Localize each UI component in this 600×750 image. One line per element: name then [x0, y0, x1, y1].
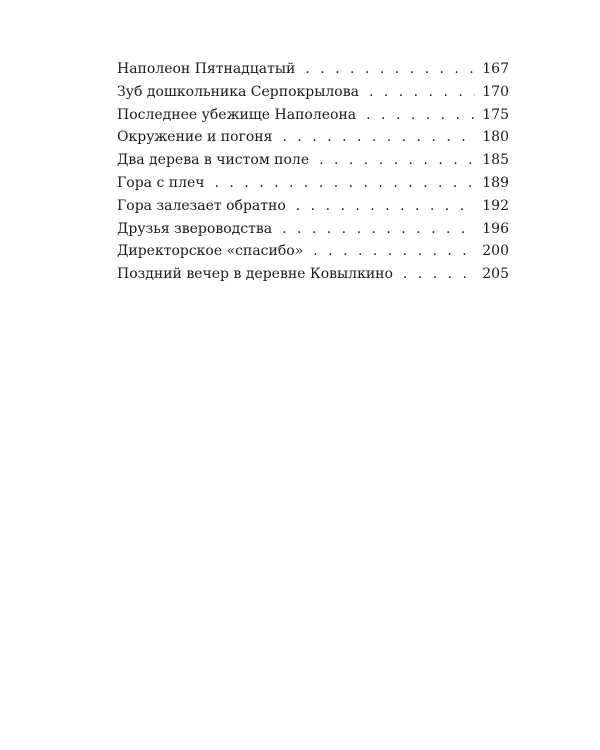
toc-entry — [117, 104, 509, 127]
toc-entry-page: 170 — [482, 83, 509, 100]
toc-entry — [117, 81, 509, 104]
toc-entry-title: Зуб дошкольника Серпокрылова — [117, 83, 359, 100]
dot-leader — [369, 81, 475, 104]
toc-entry-title: Поздний вечер в деревне Ковылкино — [117, 266, 393, 283]
dot-leader — [313, 240, 475, 263]
toc-entry-page: 180 — [482, 129, 509, 146]
dot-leader — [319, 149, 475, 172]
toc-entry-page: 189 — [482, 174, 509, 191]
toc-entry-page: 192 — [482, 197, 509, 214]
dot-leader — [282, 126, 475, 149]
toc-entry — [117, 218, 509, 241]
toc-entry — [117, 58, 509, 81]
toc-entry — [117, 126, 509, 149]
toc-entry-title: Директорское «спасибо» — [117, 243, 304, 260]
dot-leader — [215, 172, 475, 195]
toc-entry-title: Последнее убежище Наполеона — [117, 106, 357, 123]
toc-entry-page: 175 — [482, 106, 509, 123]
dot-leader — [282, 218, 475, 241]
toc-entry-title: Гора залезает обратно — [117, 197, 286, 214]
toc-entry — [117, 149, 509, 172]
toc-entry-title: Гора с плеч — [117, 174, 205, 191]
dot-leader — [366, 104, 475, 127]
toc-entry-title: Друзья звероводства — [117, 220, 273, 237]
toc-entry-page: 200 — [482, 243, 509, 260]
toc-entry-page: 196 — [482, 220, 509, 237]
toc-entry-title: Окружение и погоня — [117, 129, 273, 146]
toc-entry — [117, 263, 509, 286]
toc-entry — [117, 195, 509, 218]
toc-entry — [117, 240, 509, 263]
toc-entry-page: 205 — [482, 266, 509, 283]
toc-entry-title: Два дерева в чистом поле — [117, 152, 310, 169]
dot-leader — [305, 58, 475, 81]
dot-leader — [403, 263, 475, 286]
table-of-contents — [117, 58, 509, 286]
dot-leader — [296, 195, 475, 218]
toc-entry — [117, 172, 509, 195]
toc-entry-title: Наполеон Пятнадцатый — [117, 61, 296, 77]
toc-entry-page: 167 — [482, 61, 509, 77]
toc-entry-page: 185 — [482, 152, 509, 169]
